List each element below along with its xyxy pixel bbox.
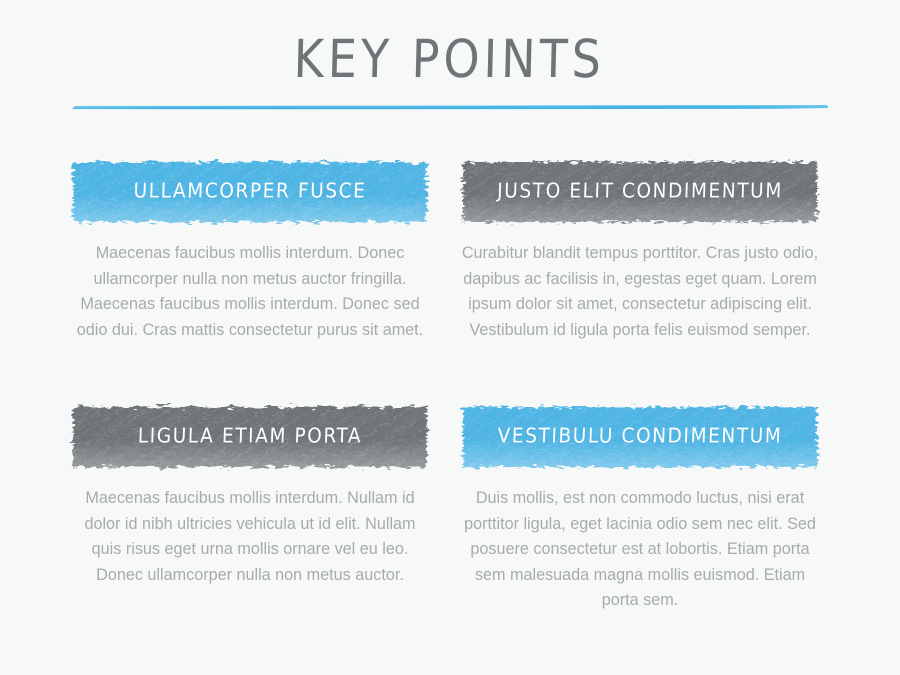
card-banner-gray: [456, 155, 824, 229]
card-body-text: Maecenas faucibus mollis interdum. Nullam id dolor id nibh ultricies vehicula ut id elit. Nullam quis risus eget urna mollis ornare vel eu leo. Donec ullamcorper nulla non metus auctor.: [84, 489, 416, 584]
card-heading: LIGULA ETIAM PORTA: [137, 424, 363, 448]
card-banner-gray: [66, 400, 434, 474]
title-underline: [72, 97, 828, 102]
card-banner-accent: [456, 400, 824, 474]
card-heading: VESTIBULU CONDIMENTUM: [497, 424, 783, 448]
card-heading: ULLAMCORPER FUSCE: [133, 179, 367, 203]
key-point-card: [456, 400, 824, 614]
key-point-card: [456, 155, 824, 343]
key-point-card: [66, 155, 434, 343]
card-banner-accent: [66, 155, 434, 229]
card-body-text: Duis mollis, est non commodo luctus, nisi erat porttitor ligula, eget lacinia odio sem nec elit. Sed posuere consectetur est at lobortis. Etiam porta sem malesuada magna mollis euismod. Etiam porta sem.: [464, 489, 816, 609]
card-body-text: Curabitur blandit tempus porttitor. Cras justo odio, dapibus ac facilisis in, egestas eget quam. Lorem ipsum dolor sit amet, consectetur adipiscing elit. Vestibulum id ligula porta felis euismod semper.: [461, 244, 819, 339]
card-body-text: Maecenas faucibus mollis interdum. Donec ullamcorper nulla non metus auctor fringilla. Maecenas faucibus mollis interdum. Donec sed odio dui. Cras mattis consectetur purus sit amet.: [76, 244, 424, 339]
key-point-card: [66, 400, 434, 588]
card-heading: JUSTO ELIT CONDIMENTUM: [496, 179, 784, 203]
page-title: KEY POINTS: [292, 28, 606, 90]
